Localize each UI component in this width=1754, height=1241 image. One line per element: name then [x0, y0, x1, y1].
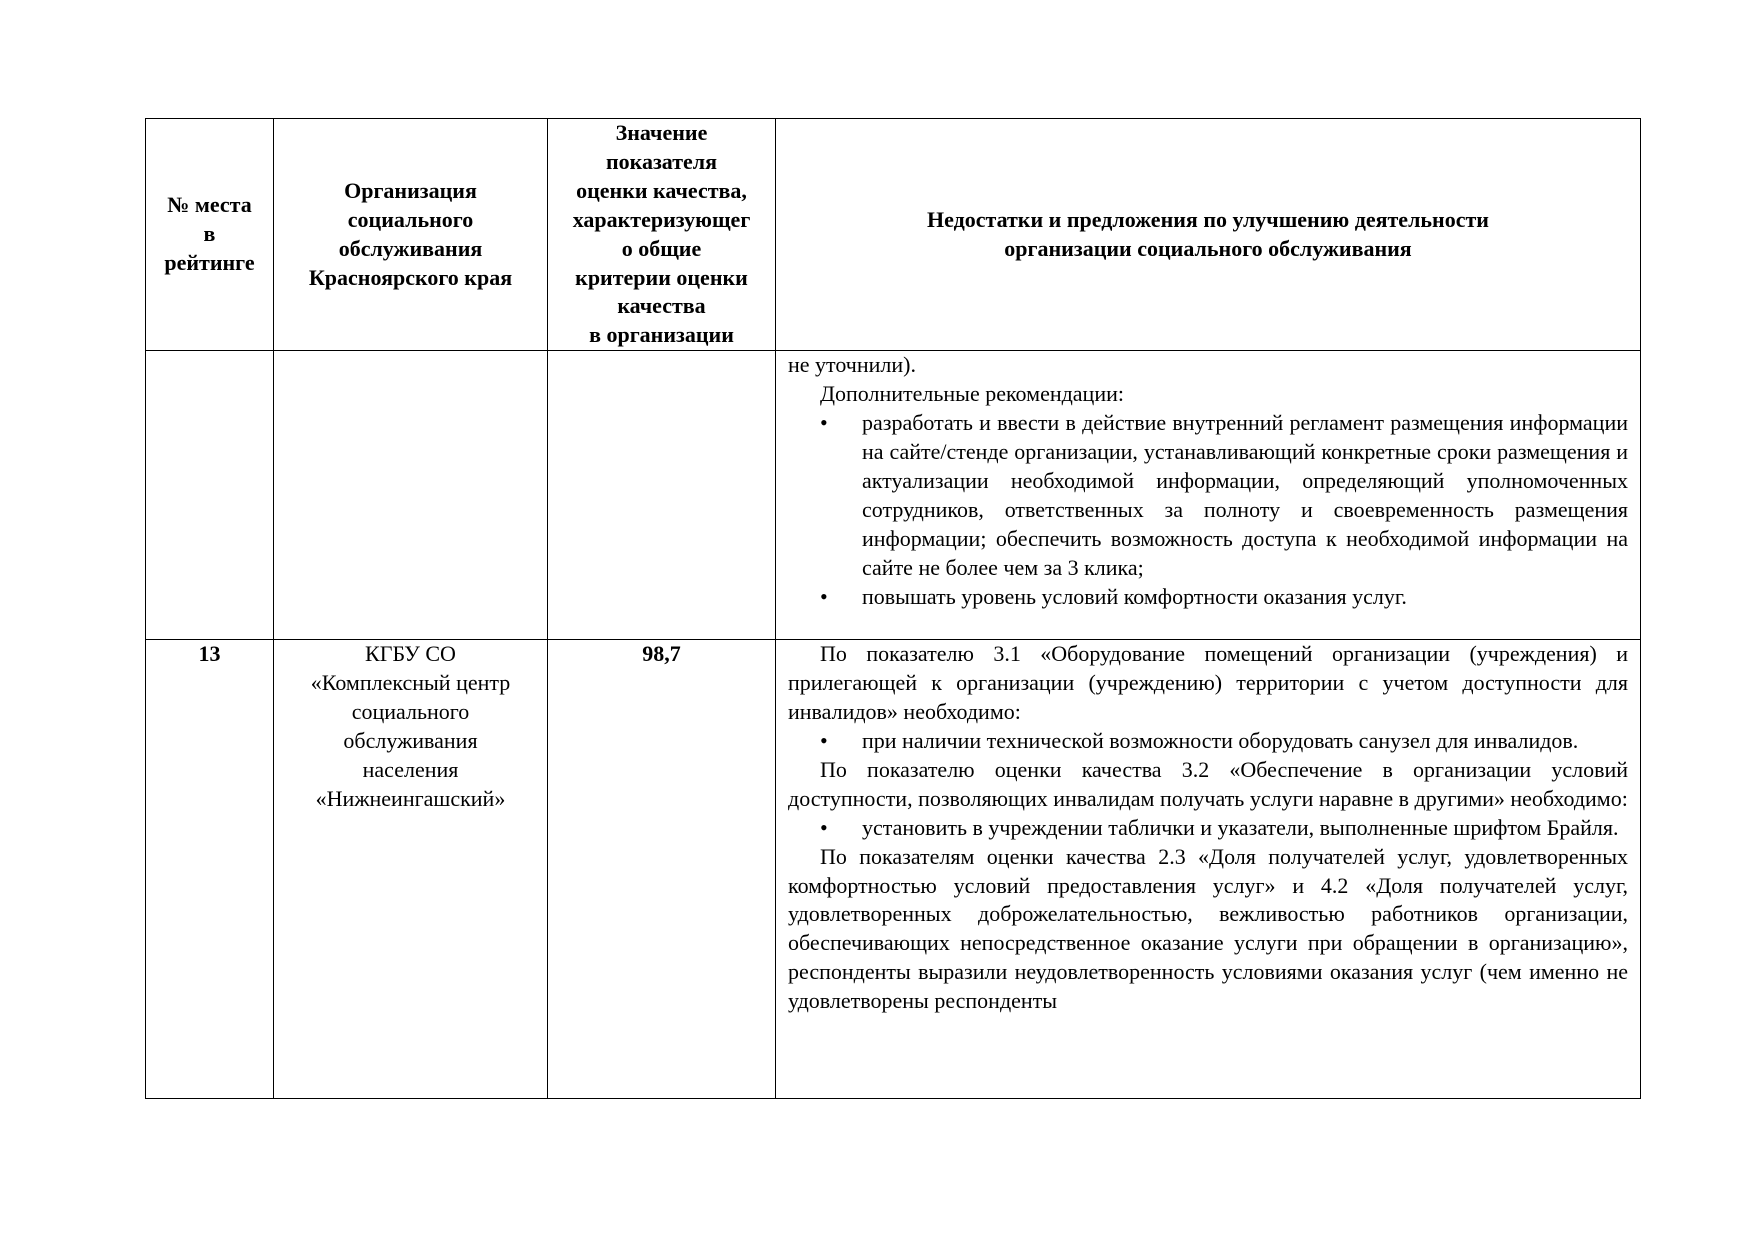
paragraph: Дополнительные рекомендации:: [820, 381, 1124, 407]
list-item: • разработать и ввести в действие внутренний регламент размещения информации на сайте/стенде организации, устанавливающий конкретные сроки размещения и актуализации необходимой информации, определяющий уполномоченных сотрудников, ответственных за полноту и своевременность размещения информации; обеспечить возможность доступа к необходимой информации на сайте не более чем за 3 клика;: [820, 410, 1628, 580]
bullet-icon: •: [820, 814, 828, 840]
paragraph: По показателям оценки качества 2.3 «Доля получателей услуг, удовлетворенных комфортностью условий предоставления услуг» и 4.2 «Доля получателей услуг, удовлетворенных доброжелательностью, вежливостью работников организации, обеспечивающих непосредственное оказание услуги при обращении в организацию», респонденты выразили неудовлетворенность условиями оказания услуг (чем именно не удовлетворены респонденты: [788, 843, 1628, 1014]
paragraph: По показателю 3.1 «Оборудование помещений организации (учреждения) и прилегающей к организации (учреждению) территории с учетом доступности для инвалидов» необходимо:: [788, 641, 1628, 725]
table-header-row: [146, 119, 1641, 351]
table-row: [146, 640, 1641, 1099]
bullet-list: [788, 814, 1628, 843]
bullet-list: [788, 727, 1628, 756]
bullet-list: [788, 409, 1628, 611]
list-item: • установить в учреждении таблички и указатели, выполненные шрифтом Брайля.: [862, 814, 1628, 843]
rank-cell: [146, 351, 274, 640]
paragraph: не уточнили).: [788, 352, 916, 378]
score-cell: [548, 351, 776, 640]
list-item: • при наличии технической возможности оборудовать санузел для инвалидов.: [862, 727, 1628, 756]
bullet-icon: •: [820, 727, 828, 753]
list-item: • повышать уровень условий комфортности оказания услуг.: [862, 583, 1628, 612]
rank-cell: 13: [146, 640, 274, 1099]
bullet-icon: •: [820, 410, 828, 436]
header-score: Значение показателя оценки качества, характеризующег о общие критерии оценки качества в организации: [548, 119, 776, 351]
rating-table: [145, 118, 1641, 1099]
recommendations-cell: [776, 640, 1641, 1099]
recommendations-cell: [776, 351, 1641, 640]
header-organization: Организация социального обслуживания Красноярского края: [274, 119, 548, 351]
organization-cell: [274, 351, 548, 640]
table-row: [146, 351, 1641, 640]
header-recommendations: Недостатки и предложения по улучшению деятельности организации социального обслуживания: [776, 119, 1641, 351]
header-rank: № места в рейтинге: [146, 119, 274, 351]
organization-cell: КГБУ СО «Комплексный центр социального обслуживания населения «Нижнеингашский»: [274, 640, 548, 1099]
score-cell: 98,7: [548, 640, 776, 1099]
paragraph: По показателю оценки качества 3.2 «Обеспечение в организации условий доступности, позволяющих инвалидам получать услуги наравне в другими» необходимо:: [788, 756, 1628, 811]
bullet-icon: •: [820, 583, 828, 609]
